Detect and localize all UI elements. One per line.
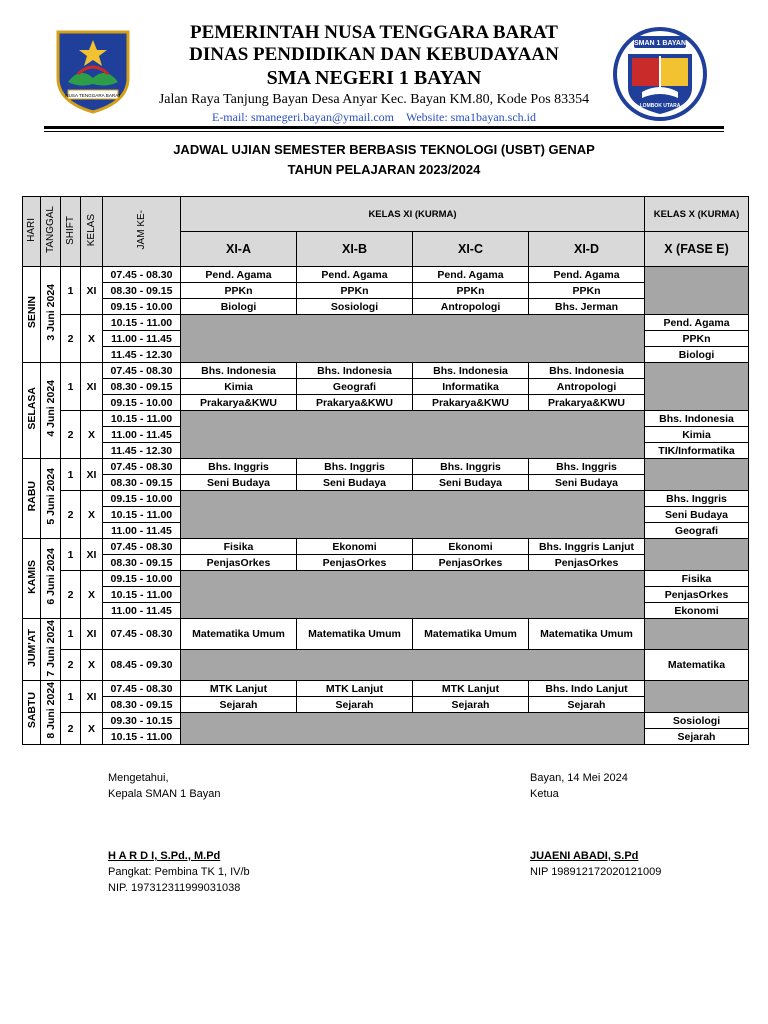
subject-x: Sejarah (645, 729, 749, 745)
subject-xi-b: Sosiologi (297, 299, 413, 315)
time-cell: 10.15 - 11.00 (103, 315, 181, 331)
subject-xi-b: Prakarya&KWU (297, 395, 413, 411)
schedule-title: JADWAL UJIAN SEMESTER BERBASIS TEKNOLOGI (USBT) GENAP (173, 142, 595, 157)
letterhead-rule-thick (44, 126, 724, 129)
header-shift: SHIFT (61, 197, 81, 267)
subject-xi-c: Informatika (413, 379, 529, 395)
chair-nip: NIP 198912172020121009 (530, 866, 662, 878)
class-cell: XI (81, 681, 103, 713)
school-year-title: TAHUN PELAJARAN 2023/2024 (287, 162, 481, 177)
contact-line (140, 109, 608, 125)
subject-x: PPKn (645, 331, 749, 347)
header-xi-b: XI-B (297, 232, 413, 267)
empty-xi-block (181, 491, 645, 539)
subject-xi-c: Bhs. Indonesia (413, 363, 529, 379)
subject-x: PenjasOrkes (645, 587, 749, 603)
subject-x: TIK/Informatika (645, 443, 749, 459)
subject-x: Pend. Agama (645, 315, 749, 331)
subject-xi-a: Sejarah (181, 697, 297, 713)
time-cell: 08.30 - 09.15 (103, 475, 181, 491)
subject-xi-a: Matematika Umum (181, 619, 297, 650)
time-cell: 08.30 - 09.15 (103, 555, 181, 571)
subject-xi-a: Fisika (181, 539, 297, 555)
subject-xi-c: Sejarah (413, 697, 529, 713)
school-logo (612, 26, 708, 122)
class-cell: XI (81, 267, 103, 315)
header-group-x: KELAS X (KURMA) (645, 197, 749, 232)
time-cell: 09.15 - 10.00 (103, 299, 181, 315)
class-cell: XI (81, 459, 103, 491)
government-name: PEMERINTAH NUSA TENGGARA BARAT (190, 22, 558, 43)
shift-cell: 1 (61, 681, 81, 713)
subject-xi-d: Prakarya&KWU (529, 395, 645, 411)
subject-xi-d: Sejarah (529, 697, 645, 713)
class-cell: XI (81, 539, 103, 571)
subject-xi-a: Bhs. Indonesia (181, 363, 297, 379)
signature-left (108, 770, 250, 896)
subject-xi-a: Pend. Agama (181, 267, 297, 283)
subject-xi-b: Sejarah (297, 697, 413, 713)
subject-xi-a: PenjasOrkes (181, 555, 297, 571)
subject-xi-b: PenjasOrkes (297, 555, 413, 571)
time-cell: 10.15 - 11.00 (103, 507, 181, 523)
subject-xi-d: Bhs. Inggris Lanjut (529, 539, 645, 555)
subject-xi-b: MTK Lanjut (297, 681, 413, 697)
class-cell: X (81, 713, 103, 745)
signature-right (530, 770, 661, 880)
day-cell: KAMIS (23, 539, 41, 619)
date-cell: 3 Juni 2024 (41, 267, 61, 363)
header-x-fase-e: X (FASE E) (645, 232, 749, 267)
subject-xi-d: Bhs. Jerman (529, 299, 645, 315)
date-cell: 5 Juni 2024 (41, 459, 61, 539)
svg-text:NUSA TENGGARA BARAT: NUSA TENGGARA BARAT (65, 93, 121, 98)
day-cell: SABTU (23, 681, 41, 745)
svg-text:LOMBOK UTARA: LOMBOK UTARA (639, 103, 681, 109)
subject-xi-a: PPKn (181, 283, 297, 299)
shift-cell: 2 (61, 650, 81, 681)
school-address: Jalan Raya Tanjung Bayan Desa Anyar Kec. Bayan KM.80, Kode Pos 83354 (158, 92, 590, 107)
empty-xi-block (181, 315, 645, 363)
shift-cell: 2 (61, 713, 81, 745)
subject-xi-c: Bhs. Inggris (413, 459, 529, 475)
shift-cell: 1 (61, 363, 81, 411)
letterhead-rule-thin (44, 131, 724, 132)
subject-x: Kimia (645, 427, 749, 443)
time-cell: 07.45 - 08.30 (103, 681, 181, 697)
subject-x: Ekonomi (645, 603, 749, 619)
date-cell: 8 Juni 2024 (41, 681, 61, 745)
subject-x: Bhs. Inggris (645, 491, 749, 507)
time-cell: 07.45 - 08.30 (103, 619, 181, 650)
class-cell: XI (81, 619, 103, 650)
subject-xi-a: Prakarya&KWU (181, 395, 297, 411)
subject-xi-c: Seni Budaya (413, 475, 529, 491)
subject-xi-d: PenjasOrkes (529, 555, 645, 571)
date-cell: 6 Juni 2024 (41, 539, 61, 619)
chair-name: JUAENI ABADI, S.Pd (530, 850, 639, 862)
time-cell: 07.45 - 08.30 (103, 363, 181, 379)
time-cell: 08.30 - 09.15 (103, 283, 181, 299)
time-cell: 11.45 - 12.30 (103, 443, 181, 459)
shift-cell: 1 (61, 267, 81, 315)
subject-xi-d: Antropologi (529, 379, 645, 395)
class-cell: X (81, 315, 103, 363)
subject-xi-d: Bhs. Inggris (529, 459, 645, 475)
time-cell: 08.30 - 09.15 (103, 379, 181, 395)
subject-xi-d: Seni Budaya (529, 475, 645, 491)
time-cell: 08.45 - 09.30 (103, 650, 181, 681)
class-cell: X (81, 411, 103, 459)
empty-xi-block (181, 571, 645, 619)
subject-x: Fisika (645, 571, 749, 587)
header-hari: HARI (23, 197, 41, 267)
time-cell: 07.45 - 08.30 (103, 539, 181, 555)
header-jam: JAM KE- (103, 197, 181, 267)
time-cell: 10.15 - 11.00 (103, 729, 181, 745)
header-xi-a: XI-A (181, 232, 297, 267)
class-cell: X (81, 491, 103, 539)
svg-text:SMAN 1 BAYAN: SMAN 1 BAYAN (634, 40, 686, 47)
header-group-xi: KELAS XI (KURMA) (181, 197, 645, 232)
ntb-province-logo (50, 26, 136, 116)
date-cell: 4 Juni 2024 (41, 363, 61, 459)
class-cell: X (81, 650, 103, 681)
time-cell: 07.45 - 08.30 (103, 267, 181, 283)
subject-xi-b: Matematika Umum (297, 619, 413, 650)
subject-x: Matematika (645, 650, 749, 681)
exam-schedule-table (22, 196, 749, 745)
principal-rank: Pangkat: Pembina TK 1, IV/b (108, 866, 250, 878)
subject-xi-a: Bhs. Inggris (181, 459, 297, 475)
school-name: SMA NEGERI 1 BAYAN (266, 67, 482, 89)
subject-xi-d: Bhs. Indonesia (529, 363, 645, 379)
subject-xi-a: Kimia (181, 379, 297, 395)
subject-xi-c: Matematika Umum (413, 619, 529, 650)
principal-title: Kepala SMAN 1 Bayan (108, 788, 221, 800)
time-cell: 09.30 - 10.15 (103, 713, 181, 729)
subject-xi-d: Bhs. Indo Lanjut (529, 681, 645, 697)
time-cell: 09.15 - 10.00 (103, 571, 181, 587)
subject-xi-c: Antropologi (413, 299, 529, 315)
subject-x: Bhs. Indonesia (645, 411, 749, 427)
department-name: DINAS PENDIDIKAN DAN KEBUDAYAAN (189, 44, 559, 65)
subject-xi-a: MTK Lanjut (181, 681, 297, 697)
shift-cell: 2 (61, 491, 81, 539)
empty-x-block (645, 539, 749, 571)
subject-xi-c: Prakarya&KWU (413, 395, 529, 411)
empty-x-block (645, 619, 749, 650)
time-cell: 11.00 - 11.45 (103, 331, 181, 347)
time-cell: 10.15 - 11.00 (103, 587, 181, 603)
subject-x: Biologi (645, 347, 749, 363)
time-cell: 09.15 - 10.00 (103, 491, 181, 507)
empty-x-block (645, 459, 749, 491)
date-cell: 7 Juni 2024 (41, 619, 61, 681)
subject-xi-b: Bhs. Inggris (297, 459, 413, 475)
header-tanggal: TANGGAL (41, 197, 61, 267)
subject-xi-d: PPKn (529, 283, 645, 299)
subject-xi-c: PenjasOrkes (413, 555, 529, 571)
time-cell: 08.30 - 09.15 (103, 697, 181, 713)
subject-xi-d: Pend. Agama (529, 267, 645, 283)
letterhead (140, 22, 608, 125)
shift-cell: 1 (61, 459, 81, 491)
header-kelas: KELAS (81, 197, 103, 267)
subject-x: Sosiologi (645, 713, 749, 729)
shift-cell: 1 (61, 539, 81, 571)
empty-xi-block (181, 650, 645, 681)
shift-cell: 2 (61, 571, 81, 619)
empty-x-block (645, 363, 749, 411)
subject-xi-b: Bhs. Indonesia (297, 363, 413, 379)
time-cell: 11.00 - 11.45 (103, 427, 181, 443)
shift-cell: 1 (61, 619, 81, 650)
website-text: Website: sma1bayan.sch.id (405, 110, 536, 124)
subject-xi-c: Ekonomi (413, 539, 529, 555)
chair-title: Ketua (530, 788, 559, 800)
subject-xi-d: Matematika Umum (529, 619, 645, 650)
subject-xi-b: Geografi (297, 379, 413, 395)
empty-x-block (645, 681, 749, 713)
email-text: E-mail: smanegeri.bayan@ymail.com (211, 110, 394, 124)
subject-xi-c: MTK Lanjut (413, 681, 529, 697)
subject-xi-b: Seni Budaya (297, 475, 413, 491)
time-cell: 07.45 - 08.30 (103, 459, 181, 475)
subject-xi-b: Ekonomi (297, 539, 413, 555)
empty-xi-block (181, 713, 645, 745)
place-date: Bayan, 14 Mei 2024 (530, 772, 628, 784)
time-cell: 11.45 - 12.30 (103, 347, 181, 363)
subject-xi-c: PPKn (413, 283, 529, 299)
subject-xi-b: PPKn (297, 283, 413, 299)
subject-xi-a: Seni Budaya (181, 475, 297, 491)
acknowledged-label: Mengetahui, (108, 772, 169, 784)
subject-xi-c: Pend. Agama (413, 267, 529, 283)
empty-x-block (645, 267, 749, 315)
day-cell: JUM'AT (23, 619, 41, 681)
time-cell: 11.00 - 11.45 (103, 523, 181, 539)
day-cell: RABU (23, 459, 41, 539)
time-cell: 10.15 - 11.00 (103, 411, 181, 427)
header-xi-d: XI-D (529, 232, 645, 267)
subject-xi-b: Pend. Agama (297, 267, 413, 283)
day-cell: SELASA (23, 363, 41, 459)
day-cell: SENIN (23, 267, 41, 363)
shift-cell: 2 (61, 315, 81, 363)
time-cell: 09.15 - 10.00 (103, 395, 181, 411)
subject-x: Seni Budaya (645, 507, 749, 523)
class-cell: XI (81, 363, 103, 411)
principal-name: H A R D I, S.Pd., M.Pd (108, 850, 221, 862)
shift-cell: 2 (61, 411, 81, 459)
subject-xi-a: Biologi (181, 299, 297, 315)
subject-x: Geografi (645, 523, 749, 539)
time-cell: 11.00 - 11.45 (103, 603, 181, 619)
header-xi-c: XI-C (413, 232, 529, 267)
class-cell: X (81, 571, 103, 619)
empty-xi-block (181, 411, 645, 459)
principal-nip: NIP. 197312311999031038 (108, 882, 241, 894)
